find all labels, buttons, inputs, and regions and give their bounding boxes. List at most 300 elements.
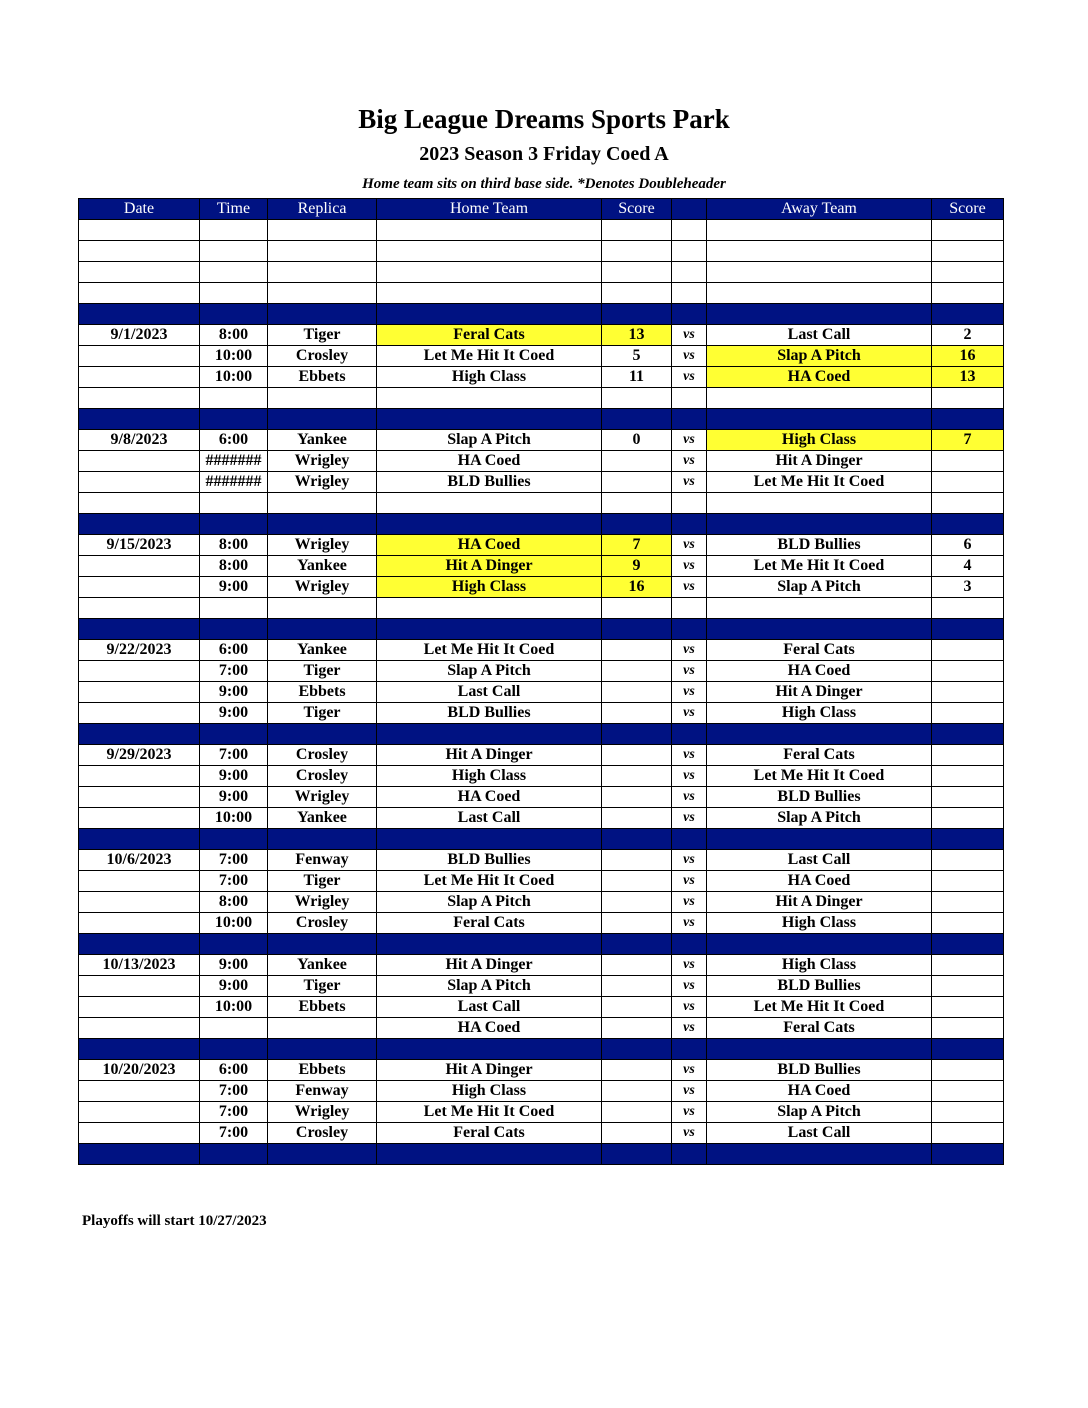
away-score-cell: 16	[932, 346, 1004, 367]
home-score-cell	[602, 682, 672, 703]
empty-cell	[377, 493, 602, 514]
home-score-cell	[602, 1123, 672, 1144]
col-header-time: Time	[200, 199, 268, 220]
home-team-cell: Slap A Pitch	[377, 976, 602, 997]
away-team-cell: Feral Cats	[707, 745, 932, 766]
away-team-cell: HA Coed	[707, 1081, 932, 1102]
home-score-cell	[602, 892, 672, 913]
empty-cell	[932, 220, 1004, 241]
replica-cell: Tiger	[268, 325, 377, 346]
vs-cell: vs	[672, 892, 707, 913]
empty-cell	[707, 241, 932, 262]
away-score-cell	[932, 892, 1004, 913]
empty-cell	[932, 283, 1004, 304]
replica-cell: Yankee	[268, 556, 377, 577]
playoffs-note: Playoffs will start 10/27/2023	[82, 1213, 267, 1229]
date-cell: 9/1/2023	[79, 325, 200, 346]
game-row	[79, 976, 1004, 997]
date-cell: 10/20/2023	[79, 1060, 200, 1081]
game-row	[79, 430, 1004, 451]
blank-row	[79, 262, 1004, 283]
home-team-cell: Hit A Dinger	[377, 745, 602, 766]
empty-cell	[932, 598, 1004, 619]
home-team-cell: HA Coed	[377, 451, 602, 472]
date-cell	[79, 661, 200, 682]
away-team-cell: Hit A Dinger	[707, 892, 932, 913]
empty-cell	[200, 283, 268, 304]
separator-cell	[377, 724, 602, 745]
away-team-cell: Let Me Hit It Coed	[707, 997, 932, 1018]
separator-cell	[602, 619, 672, 640]
date-cell: 9/22/2023	[79, 640, 200, 661]
replica-cell: Ebbets	[268, 1060, 377, 1081]
away-score-cell	[932, 451, 1004, 472]
date-cell	[79, 556, 200, 577]
game-row	[79, 955, 1004, 976]
empty-cell	[200, 598, 268, 619]
separator-cell	[672, 724, 707, 745]
date-cell	[79, 871, 200, 892]
separator-cell	[707, 409, 932, 430]
replica-cell: Wrigley	[268, 787, 377, 808]
away-team-cell: HA Coed	[707, 871, 932, 892]
col-header-vs	[672, 199, 707, 220]
away-team-cell: HA Coed	[707, 367, 932, 388]
game-row	[79, 325, 1004, 346]
home-score-cell	[602, 976, 672, 997]
separator-cell	[932, 934, 1004, 955]
time-cell	[200, 1018, 268, 1039]
replica-cell: Tiger	[268, 976, 377, 997]
replica-cell: Ebbets	[268, 997, 377, 1018]
date-cell	[79, 1018, 200, 1039]
away-score-cell	[932, 850, 1004, 871]
separator-cell	[268, 829, 377, 850]
vs-cell: vs	[672, 367, 707, 388]
date-cell: 10/13/2023	[79, 955, 200, 976]
game-row	[79, 640, 1004, 661]
away-score-cell	[932, 976, 1004, 997]
separator-cell	[79, 1039, 200, 1060]
away-score-cell: 13	[932, 367, 1004, 388]
header-row	[79, 199, 1004, 220]
col-header-away-score: Score	[932, 199, 1004, 220]
vs-cell: vs	[672, 766, 707, 787]
empty-cell	[932, 241, 1004, 262]
empty-cell	[932, 388, 1004, 409]
empty-cell	[602, 220, 672, 241]
away-score-cell: 4	[932, 556, 1004, 577]
time-cell: 9:00	[200, 682, 268, 703]
home-team-cell: Let Me Hit It Coed	[377, 1102, 602, 1123]
replica-cell: Crosley	[268, 745, 377, 766]
vs-cell: vs	[672, 577, 707, 598]
separator-cell	[377, 934, 602, 955]
separator-cell	[200, 724, 268, 745]
away-team-cell: HA Coed	[707, 661, 932, 682]
week-separator-row	[79, 409, 1004, 430]
separator-cell	[672, 619, 707, 640]
date-cell	[79, 451, 200, 472]
empty-cell	[672, 262, 707, 283]
home-score-cell	[602, 1018, 672, 1039]
date-cell	[79, 913, 200, 934]
home-team-cell: Let Me Hit It Coed	[377, 640, 602, 661]
empty-cell	[377, 262, 602, 283]
replica-cell: Wrigley	[268, 451, 377, 472]
away-team-cell: Let Me Hit It Coed	[707, 556, 932, 577]
date-cell	[79, 703, 200, 724]
game-row	[79, 703, 1004, 724]
away-score-cell	[932, 661, 1004, 682]
week-separator-row	[79, 1039, 1004, 1060]
away-team-cell: High Class	[707, 955, 932, 976]
separator-cell	[672, 829, 707, 850]
separator-cell	[707, 829, 932, 850]
replica-cell: Tiger	[268, 871, 377, 892]
replica-cell: Crosley	[268, 766, 377, 787]
page-title: Big League Dreams Sports Park	[358, 104, 730, 134]
replica-cell: Wrigley	[268, 892, 377, 913]
separator-cell	[268, 409, 377, 430]
empty-cell	[707, 220, 932, 241]
away-score-cell: 6	[932, 535, 1004, 556]
home-score-cell	[602, 871, 672, 892]
date-cell	[79, 997, 200, 1018]
game-row	[79, 1081, 1004, 1102]
vs-cell: vs	[672, 1102, 707, 1123]
date-cell	[79, 892, 200, 913]
away-team-cell: Slap A Pitch	[707, 1102, 932, 1123]
separator-cell	[268, 1039, 377, 1060]
home-team-cell: High Class	[377, 1081, 602, 1102]
time-cell: #######	[200, 451, 268, 472]
home-score-cell	[602, 955, 672, 976]
game-row	[79, 682, 1004, 703]
time-cell: 10:00	[200, 997, 268, 1018]
home-team-cell: BLD Bullies	[377, 703, 602, 724]
empty-cell	[268, 241, 377, 262]
empty-cell	[268, 388, 377, 409]
vs-cell: vs	[672, 955, 707, 976]
separator-cell	[932, 724, 1004, 745]
vs-cell: vs	[672, 787, 707, 808]
date-cell	[79, 787, 200, 808]
home-score-cell: 16	[602, 577, 672, 598]
separator-cell	[79, 619, 200, 640]
home-team-cell: Feral Cats	[377, 913, 602, 934]
time-cell: 9:00	[200, 577, 268, 598]
week-separator-row	[79, 1144, 1004, 1165]
game-row	[79, 850, 1004, 871]
empty-cell	[200, 262, 268, 283]
date-cell: 9/29/2023	[79, 745, 200, 766]
away-score-cell	[932, 1081, 1004, 1102]
date-cell	[79, 367, 200, 388]
separator-cell	[707, 934, 932, 955]
game-row	[79, 367, 1004, 388]
time-cell: 9:00	[200, 703, 268, 724]
away-team-cell: Last Call	[707, 1123, 932, 1144]
separator-cell	[200, 1144, 268, 1165]
empty-cell	[602, 283, 672, 304]
separator-cell	[268, 1144, 377, 1165]
replica-cell: Fenway	[268, 1081, 377, 1102]
empty-cell	[602, 262, 672, 283]
vs-cell: vs	[672, 997, 707, 1018]
empty-cell	[268, 493, 377, 514]
away-team-cell: Feral Cats	[707, 640, 932, 661]
home-score-cell: 11	[602, 367, 672, 388]
empty-cell	[707, 388, 932, 409]
date-cell	[79, 1123, 200, 1144]
away-score-cell	[932, 766, 1004, 787]
separator-cell	[707, 619, 932, 640]
separator-cell	[602, 1144, 672, 1165]
separator-cell	[200, 619, 268, 640]
empty-cell	[268, 283, 377, 304]
replica-cell: Tiger	[268, 661, 377, 682]
separator-cell	[707, 1144, 932, 1165]
empty-cell	[672, 283, 707, 304]
replica-cell: Yankee	[268, 430, 377, 451]
home-score-cell	[602, 640, 672, 661]
home-score-cell: 13	[602, 325, 672, 346]
away-team-cell: BLD Bullies	[707, 976, 932, 997]
game-row	[79, 766, 1004, 787]
away-team-cell: Feral Cats	[707, 1018, 932, 1039]
replica-cell: Crosley	[268, 913, 377, 934]
away-team-cell: Let Me Hit It Coed	[707, 472, 932, 493]
separator-cell	[707, 1039, 932, 1060]
game-row	[79, 787, 1004, 808]
empty-cell	[602, 388, 672, 409]
empty-cell	[672, 493, 707, 514]
home-team-cell: High Class	[377, 367, 602, 388]
game-row	[79, 1123, 1004, 1144]
away-team-cell: Slap A Pitch	[707, 346, 932, 367]
date-cell	[79, 1102, 200, 1123]
separator-cell	[377, 409, 602, 430]
separator-cell	[932, 1039, 1004, 1060]
empty-cell	[602, 493, 672, 514]
home-team-cell: BLD Bullies	[377, 472, 602, 493]
time-cell: 8:00	[200, 556, 268, 577]
replica-cell: Wrigley	[268, 1102, 377, 1123]
home-score-cell: 5	[602, 346, 672, 367]
separator-cell	[672, 1144, 707, 1165]
home-score-cell	[602, 703, 672, 724]
col-header-away-team: Away Team	[707, 199, 932, 220]
empty-cell	[268, 220, 377, 241]
away-score-cell	[932, 703, 1004, 724]
time-cell: 8:00	[200, 535, 268, 556]
separator-cell	[200, 409, 268, 430]
empty-cell	[932, 493, 1004, 514]
empty-cell	[268, 262, 377, 283]
game-row	[79, 346, 1004, 367]
home-team-cell: Let Me Hit It Coed	[377, 346, 602, 367]
time-cell: 10:00	[200, 913, 268, 934]
separator-cell	[707, 514, 932, 535]
empty-cell	[79, 262, 200, 283]
away-score-cell	[932, 787, 1004, 808]
week-separator-row	[79, 829, 1004, 850]
away-team-cell: BLD Bullies	[707, 1060, 932, 1081]
date-cell	[79, 346, 200, 367]
home-team-cell: High Class	[377, 766, 602, 787]
away-score-cell	[932, 682, 1004, 703]
replica-cell: Crosley	[268, 346, 377, 367]
separator-cell	[377, 619, 602, 640]
date-cell	[79, 766, 200, 787]
empty-cell	[377, 220, 602, 241]
game-row	[79, 1018, 1004, 1039]
away-score-cell	[932, 808, 1004, 829]
separator-cell	[79, 724, 200, 745]
separator-cell	[602, 409, 672, 430]
replica-cell	[268, 1018, 377, 1039]
empty-cell	[268, 598, 377, 619]
away-score-cell	[932, 640, 1004, 661]
game-row	[79, 1102, 1004, 1123]
away-team-cell: High Class	[707, 430, 932, 451]
empty-cell	[707, 493, 932, 514]
separator-cell	[79, 409, 200, 430]
date-cell	[79, 577, 200, 598]
date-cell	[79, 808, 200, 829]
separator-cell	[602, 934, 672, 955]
vs-cell: vs	[672, 430, 707, 451]
home-team-cell: HA Coed	[377, 535, 602, 556]
separator-cell	[200, 304, 268, 325]
empty-cell	[79, 598, 200, 619]
home-score-cell	[602, 1102, 672, 1123]
vs-cell: vs	[672, 976, 707, 997]
separator-cell	[79, 934, 200, 955]
away-score-cell	[932, 745, 1004, 766]
separator-cell	[377, 829, 602, 850]
away-team-cell: Hit A Dinger	[707, 451, 932, 472]
vs-cell: vs	[672, 535, 707, 556]
replica-cell: Wrigley	[268, 577, 377, 598]
vs-cell: vs	[672, 640, 707, 661]
time-cell: 7:00	[200, 871, 268, 892]
replica-cell: Yankee	[268, 640, 377, 661]
home-team-cell: HA Coed	[377, 787, 602, 808]
vs-cell: vs	[672, 472, 707, 493]
vs-cell: vs	[672, 1123, 707, 1144]
col-header-date: Date	[79, 199, 200, 220]
home-score-cell	[602, 850, 672, 871]
vs-cell: vs	[672, 913, 707, 934]
vs-cell: vs	[672, 682, 707, 703]
week-separator-row	[79, 724, 1004, 745]
date-cell	[79, 1081, 200, 1102]
vs-cell: vs	[672, 661, 707, 682]
vs-cell: vs	[672, 850, 707, 871]
home-score-cell	[602, 1081, 672, 1102]
separator-cell	[200, 829, 268, 850]
blank-row	[79, 388, 1004, 409]
separator-cell	[79, 304, 200, 325]
separator-cell	[268, 619, 377, 640]
home-score-cell: 7	[602, 535, 672, 556]
empty-cell	[932, 262, 1004, 283]
separator-cell	[200, 1039, 268, 1060]
col-header-replica: Replica	[268, 199, 377, 220]
separator-cell	[672, 934, 707, 955]
home-score-cell	[602, 451, 672, 472]
empty-cell	[602, 598, 672, 619]
game-row	[79, 745, 1004, 766]
separator-cell	[602, 724, 672, 745]
empty-cell	[672, 388, 707, 409]
empty-cell	[672, 598, 707, 619]
col-header-home-score: Score	[602, 199, 672, 220]
time-cell: 6:00	[200, 640, 268, 661]
schedule-note: Home team sits on third base side. *Denotes Doubleheader	[362, 176, 726, 192]
blank-row	[79, 598, 1004, 619]
away-score-cell	[932, 955, 1004, 976]
separator-cell	[932, 1144, 1004, 1165]
time-cell: 10:00	[200, 808, 268, 829]
home-team-cell: Last Call	[377, 682, 602, 703]
vs-cell: vs	[672, 1018, 707, 1039]
time-cell: 7:00	[200, 1123, 268, 1144]
empty-cell	[707, 283, 932, 304]
away-team-cell: BLD Bullies	[707, 787, 932, 808]
empty-cell	[200, 493, 268, 514]
home-score-cell: 0	[602, 430, 672, 451]
separator-cell	[268, 724, 377, 745]
home-team-cell: Feral Cats	[377, 1123, 602, 1144]
separator-cell	[377, 514, 602, 535]
date-cell: 10/6/2023	[79, 850, 200, 871]
vs-cell: vs	[672, 451, 707, 472]
separator-cell	[932, 829, 1004, 850]
home-team-cell: Last Call	[377, 808, 602, 829]
separator-cell	[79, 1144, 200, 1165]
home-team-cell: Hit A Dinger	[377, 556, 602, 577]
away-score-cell	[932, 1018, 1004, 1039]
home-team-cell: Slap A Pitch	[377, 430, 602, 451]
away-score-cell	[932, 997, 1004, 1018]
replica-cell: Ebbets	[268, 367, 377, 388]
home-score-cell	[602, 1060, 672, 1081]
home-team-cell: Hit A Dinger	[377, 1060, 602, 1081]
empty-cell	[707, 598, 932, 619]
separator-cell	[932, 409, 1004, 430]
home-team-cell: BLD Bullies	[377, 850, 602, 871]
vs-cell: vs	[672, 703, 707, 724]
separator-cell	[602, 514, 672, 535]
time-cell: 7:00	[200, 745, 268, 766]
blank-row	[79, 220, 1004, 241]
home-score-cell	[602, 472, 672, 493]
time-cell: 7:00	[200, 1102, 268, 1123]
home-score-cell	[602, 787, 672, 808]
time-cell: 9:00	[200, 976, 268, 997]
empty-cell	[79, 388, 200, 409]
time-cell: 7:00	[200, 1081, 268, 1102]
time-cell: 10:00	[200, 346, 268, 367]
replica-cell: Wrigley	[268, 472, 377, 493]
replica-cell: Ebbets	[268, 682, 377, 703]
away-score-cell	[932, 913, 1004, 934]
home-score-cell	[602, 745, 672, 766]
separator-cell	[79, 514, 200, 535]
